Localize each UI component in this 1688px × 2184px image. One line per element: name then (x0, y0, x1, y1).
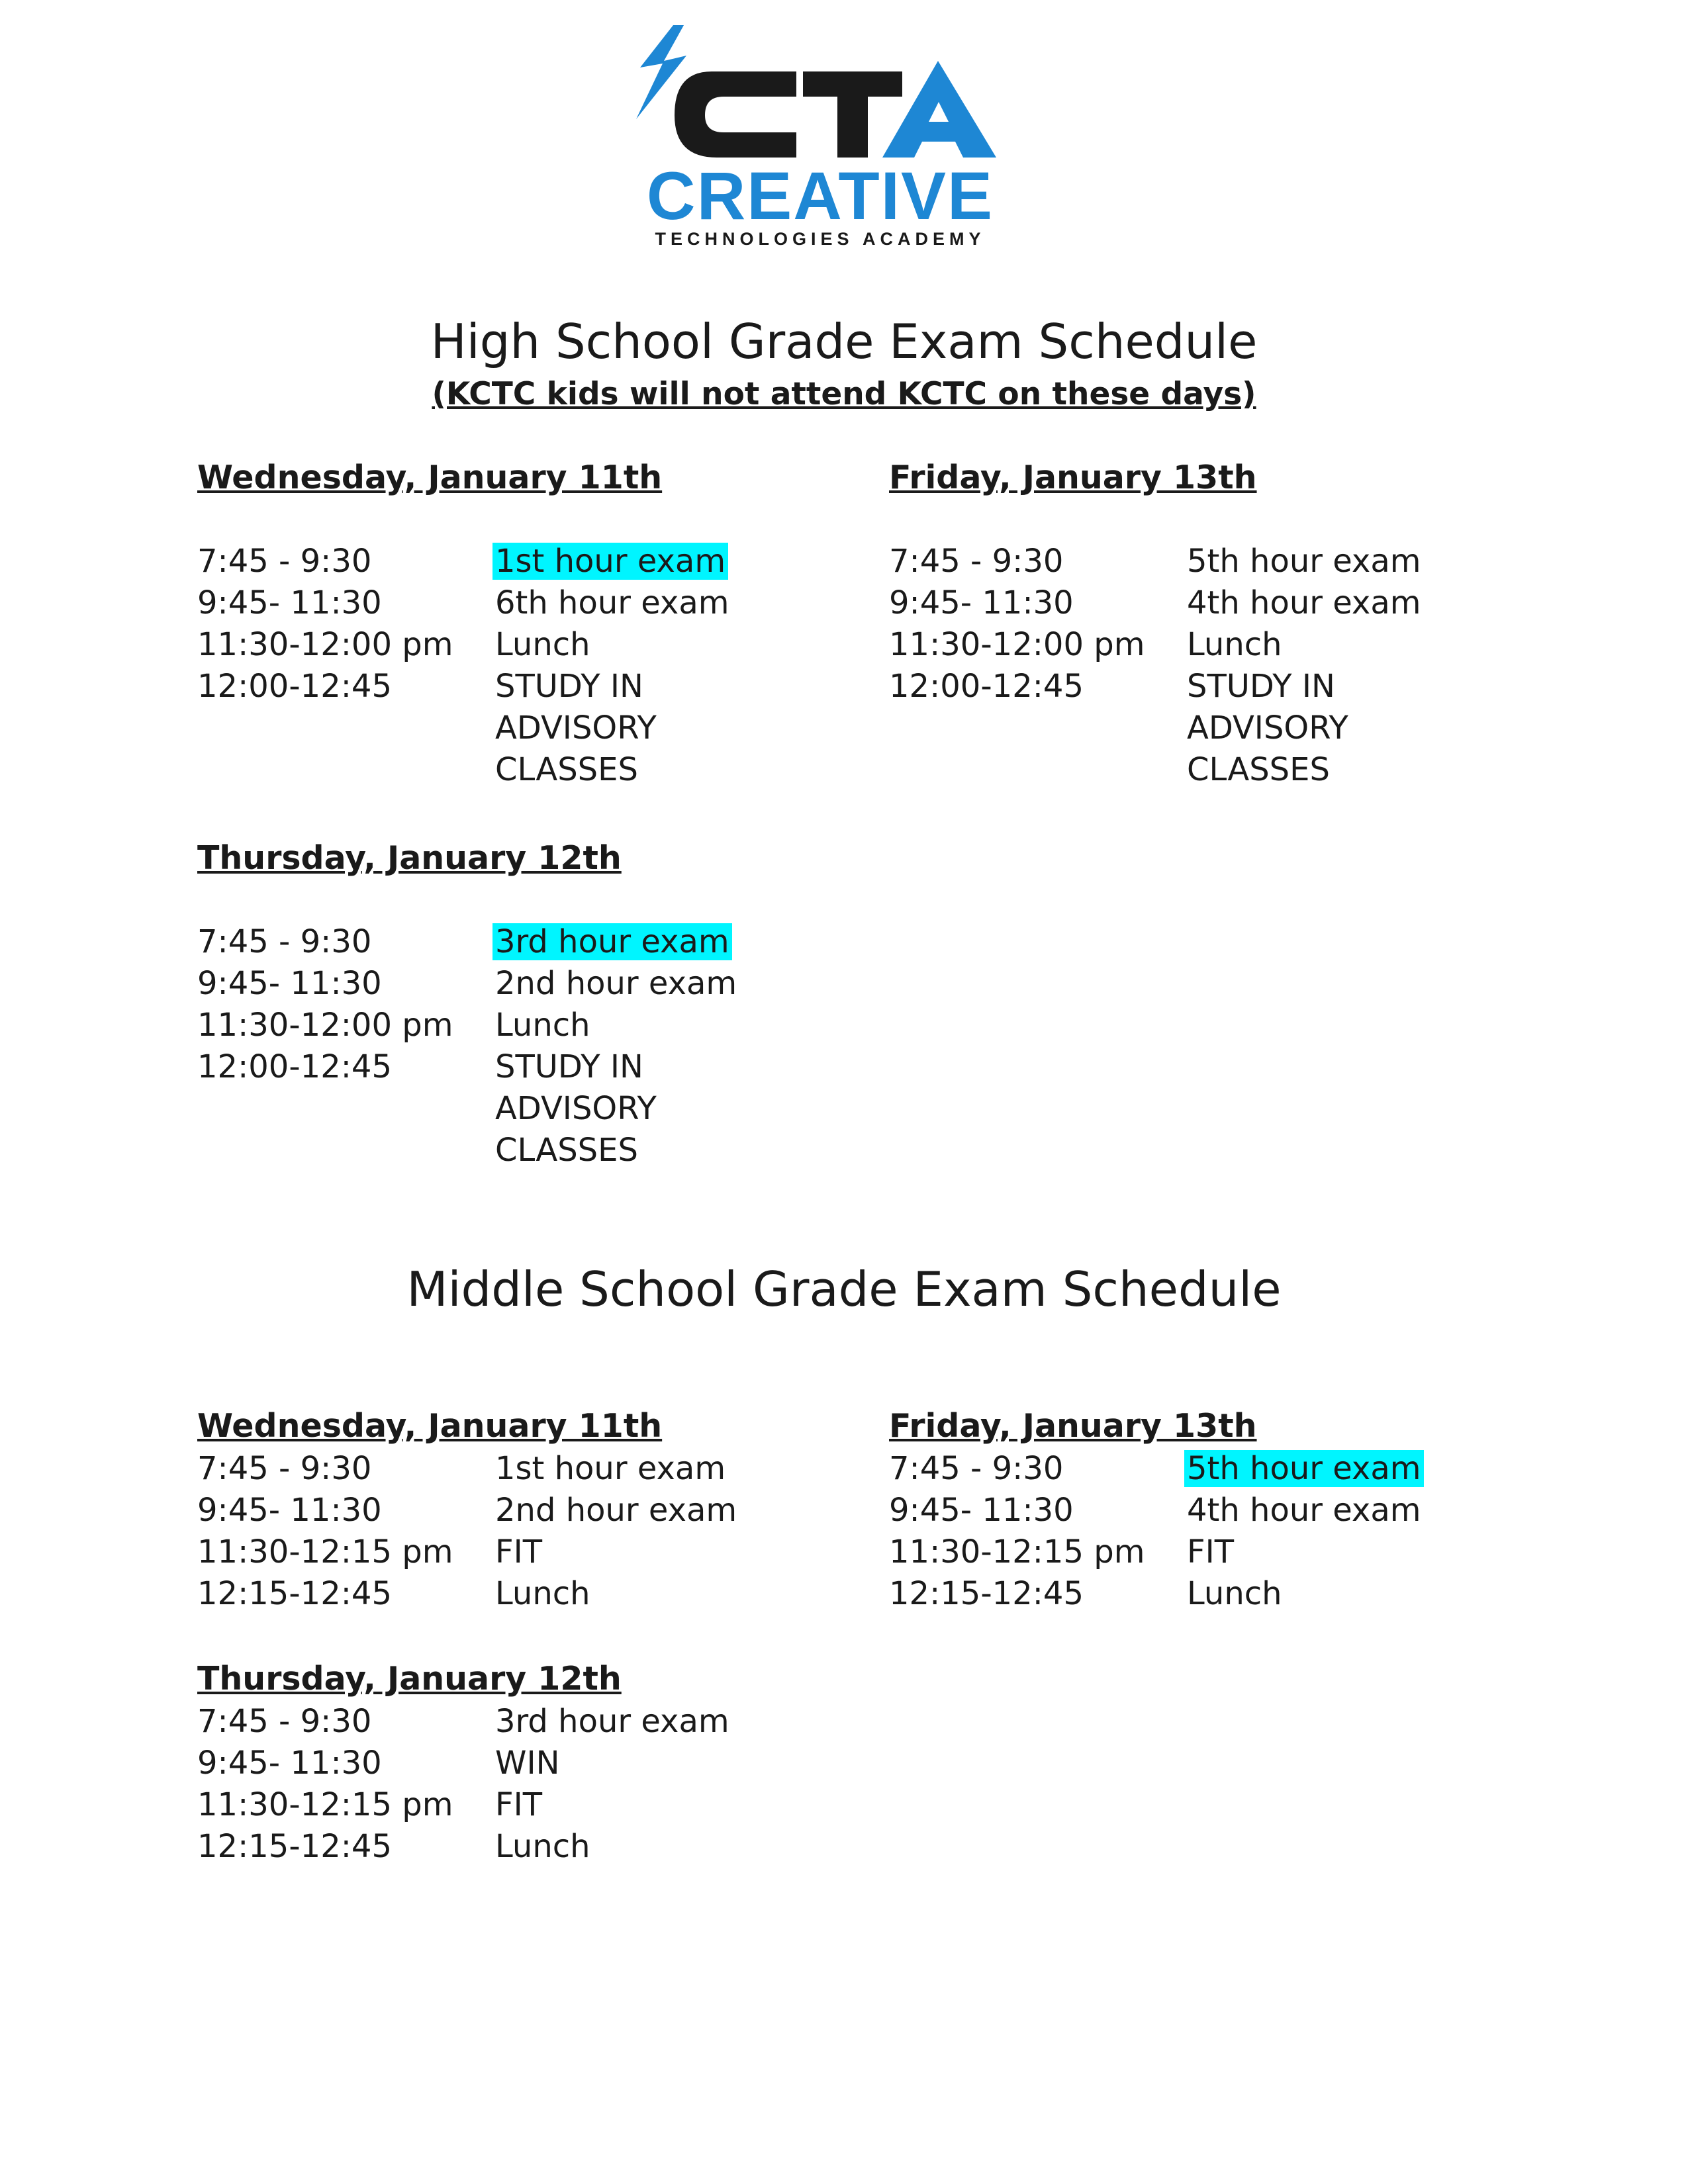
activity: 3rd hour exam (495, 1703, 729, 1740)
time-slot: 12:00-12:45 (197, 1048, 392, 1085)
time-slot: 12:15-12:45 (197, 1828, 392, 1865)
activity: Lunch (495, 1575, 590, 1612)
activity: FIT (495, 1786, 543, 1823)
activity: 3rd hour exam (492, 923, 732, 960)
activity: Lunch (495, 1828, 590, 1865)
time-slot: 11:30-12:00 pm (197, 626, 453, 663)
time-slot: 7:45 - 9:30 (889, 543, 1064, 580)
activity: STUDY IN (1187, 668, 1335, 705)
time-slot: 11:30-12:15 pm (889, 1533, 1145, 1570)
activity: FIT (1187, 1533, 1235, 1570)
ms-thursday-heading: Thursday, January 12th (197, 1660, 622, 1698)
time-slot: 7:45 - 9:30 (197, 1450, 372, 1487)
time-slot: 11:30-12:15 pm (197, 1533, 453, 1570)
high-school-title: High School Grade Exam Schedule (430, 314, 1258, 369)
logo-letter-t (803, 71, 902, 158)
time-slot: 7:45 - 9:30 (197, 543, 372, 580)
activity: WIN (495, 1745, 560, 1782)
time-slot: 9:45- 11:30 (889, 1492, 1074, 1529)
activity: Lunch (1187, 626, 1282, 663)
activity: 2nd hour exam (495, 1492, 737, 1529)
activity: 2nd hour exam (495, 965, 737, 1002)
time-slot: 12:15-12:45 (889, 1575, 1084, 1612)
hs-thursday-heading: Thursday, January 12th (197, 839, 622, 877)
activity: 4th hour exam (1187, 584, 1421, 621)
cta-logo (632, 20, 1003, 251)
time-slot: 9:45- 11:30 (197, 1492, 382, 1529)
hs-wednesday-heading: Wednesday, January 11th (197, 459, 663, 496)
middle-school-title: Middle School Grade Exam Schedule (406, 1261, 1282, 1317)
time-slot: 9:45- 11:30 (889, 584, 1074, 621)
activity: 1st hour exam (492, 543, 728, 580)
activity: STUDY IN (495, 1048, 643, 1085)
cta-letters-graphic (632, 20, 1003, 165)
activity: 5th hour exam (1187, 543, 1421, 580)
activity: FIT (495, 1533, 543, 1570)
activity: 4th hour exam (1187, 1492, 1421, 1529)
time-slot: 7:45 - 9:30 (197, 1703, 372, 1740)
activity: Lunch (1187, 1575, 1282, 1612)
time-slot: 12:00-12:45 (197, 668, 392, 705)
activity: STUDY IN (495, 668, 643, 705)
logo-letter-c (675, 71, 796, 158)
time-slot: 9:45- 11:30 (197, 584, 382, 621)
time-slot: 7:45 - 9:30 (889, 1450, 1064, 1487)
ms-wednesday-heading: Wednesday, January 11th (197, 1407, 663, 1445)
time-slot: 12:15-12:45 (197, 1575, 392, 1612)
ms-friday-heading: Friday, January 13th (889, 1407, 1257, 1445)
time-slot: 9:45- 11:30 (197, 965, 382, 1002)
hs-friday-heading: Friday, January 13th (889, 459, 1257, 496)
time-slot: 7:45 - 9:30 (197, 923, 372, 960)
time-slot: 11:30-12:15 pm (197, 1786, 453, 1823)
time-slot: 12:00-12:45 (889, 668, 1084, 705)
activity: Lunch (495, 626, 590, 663)
time-slot: 11:30-12:00 pm (889, 626, 1145, 663)
logo-name-text: CREATIVE (646, 158, 994, 234)
activity: Lunch (495, 1007, 590, 1044)
activity: 1st hour exam (495, 1450, 726, 1487)
activity: 6th hour exam (495, 584, 729, 621)
high-school-subtitle: (KCTC kids will not attend KCTC on these days) (432, 376, 1256, 412)
activity: 5th hour exam (1184, 1450, 1424, 1487)
logo-tagline: TECHNOLOGIES ACADEMY (655, 229, 986, 249)
time-slot: 9:45- 11:30 (197, 1745, 382, 1782)
time-slot: 11:30-12:00 pm (197, 1007, 453, 1044)
